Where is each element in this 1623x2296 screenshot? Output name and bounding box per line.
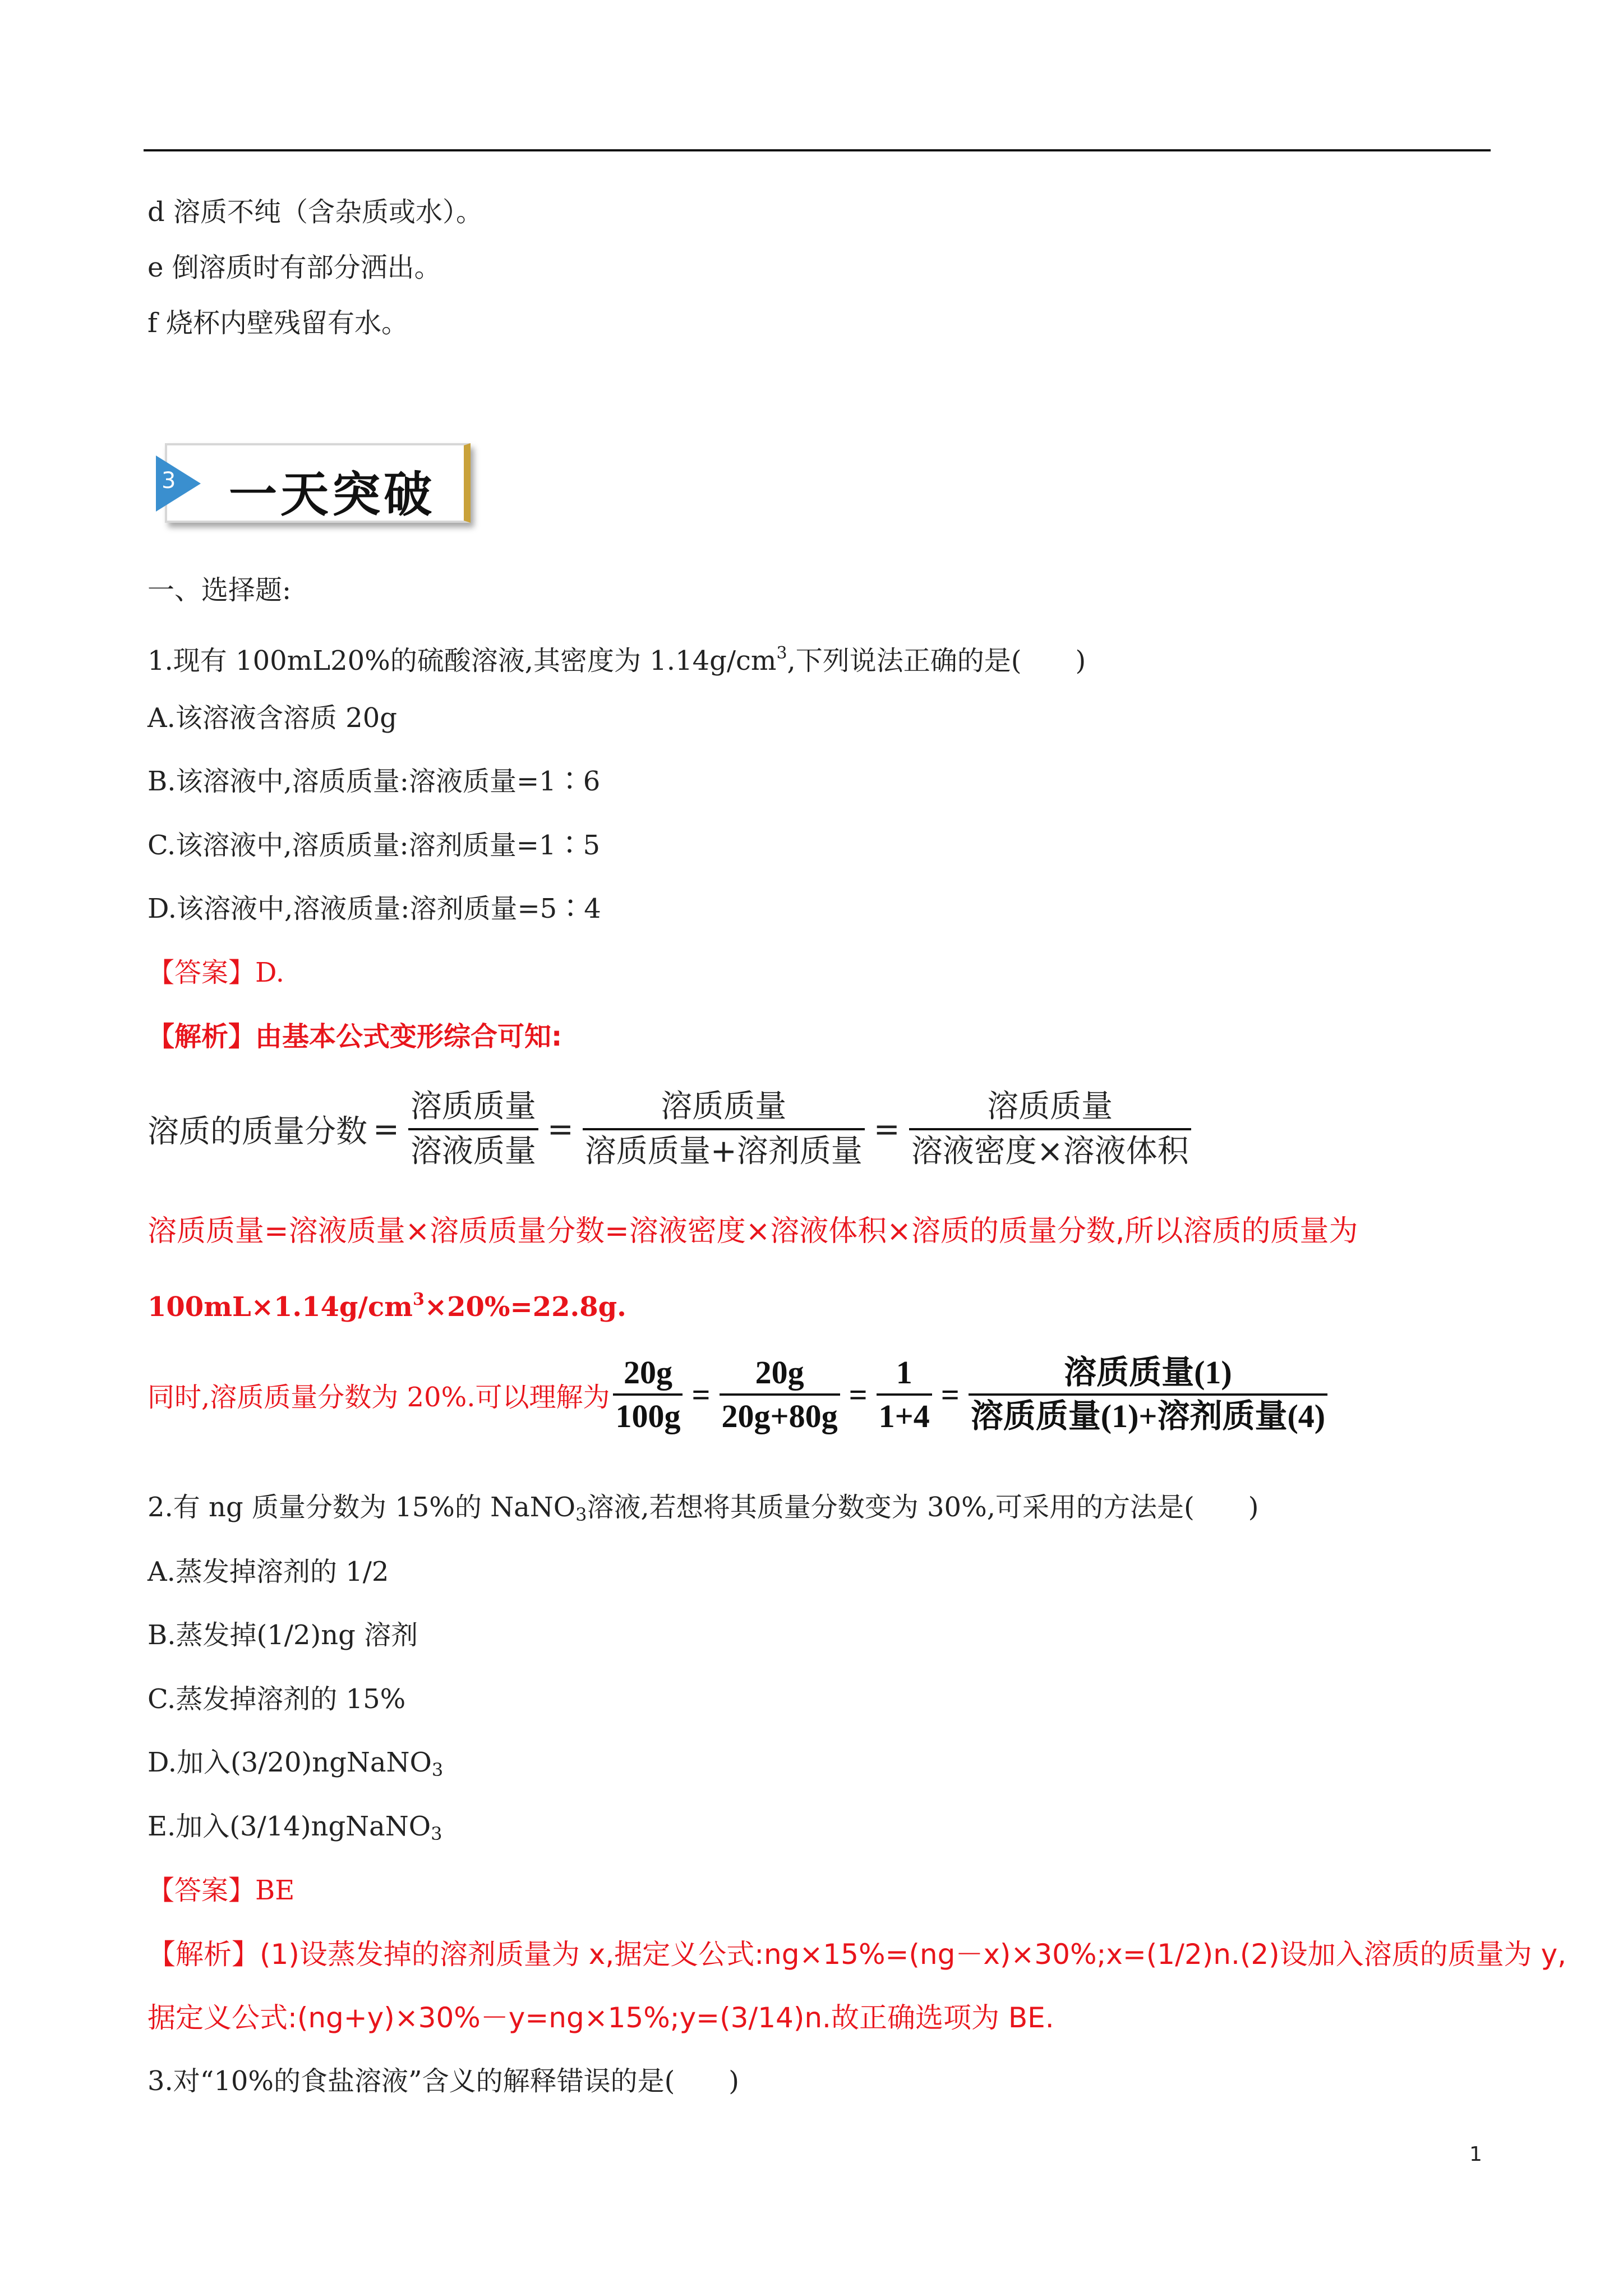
intro-item-e: e 倒溶质时有部分洒出。 [147, 252, 441, 283]
intro-item-f: f 烧杯内壁残留有水。 [147, 307, 409, 339]
formula-equals: = [373, 1111, 399, 1148]
q1-formula [147, 1085, 1195, 1173]
section-banner [156, 443, 473, 526]
q2-answer: 【答案】BE [147, 1875, 295, 1906]
fraction-numerator: 溶质质量 [987, 1088, 1113, 1125]
fraction-denominator: 溶质质量(1)+溶剂质量(4) [970, 1398, 1326, 1434]
formula2-equals: = [849, 1376, 868, 1413]
banner-number: 3 [162, 468, 176, 494]
q2-option-d: D.加入(3/20)ngNaNO$_3$ [147, 1747, 444, 1780]
fraction-denominator: 溶液质量 [410, 1133, 536, 1170]
formula-fraction-1 [408, 1085, 538, 1173]
formula-fraction-3 [909, 1085, 1191, 1173]
formula2-fraction-2 [720, 1352, 840, 1437]
formula2-lead: 同时,溶质质量分数为 20%.可以理解为 [147, 1381, 610, 1413]
formula-equals: = [547, 1111, 574, 1148]
header-rule [144, 149, 1491, 151]
q2-option-c: C.蒸发掉溶剂的 15% [147, 1683, 406, 1715]
fraction-numerator: 20g [623, 1354, 672, 1391]
q2-option-a: A.蒸发掉溶剂的 1/2 [147, 1556, 389, 1588]
q1-option-c: C.该溶液中,溶质质量:溶剂质量=1∶5 [147, 830, 601, 861]
fraction-numerator: 溶质质量 [661, 1088, 787, 1125]
formula2-equals: = [940, 1376, 960, 1413]
q1-formula-2 [147, 1352, 1331, 1437]
q1-option-a: A.该溶液含溶质 20g [147, 702, 397, 734]
fraction-denominator: 溶液密度×溶液体积 [911, 1133, 1189, 1170]
formula2-fraction-3 [877, 1352, 932, 1437]
fraction-denominator: 1+4 [878, 1398, 930, 1434]
q1-answer: 【答案】D. [147, 957, 285, 988]
q2-analysis-line1: 【解析】(1)设蒸发掉的溶剂质量为 x,据定义公式:ng×15%=(ng－x)×30%;x=(1/2)n.(2)设加入溶质的质量为 y, [147, 1938, 1567, 1971]
q1-analysis-title: 【解析】由基本公式变形综合可知: [147, 1021, 562, 1052]
formula2-equals: = [691, 1376, 711, 1413]
q1-analysis-line2: $100mL\times 1.14g/cm^3\times 20\%=22.8g$. [147, 1290, 626, 1323]
fraction-denominator: 20g+80g [721, 1398, 838, 1434]
formula-fraction-2 [583, 1085, 865, 1173]
formula2-fraction-1 [613, 1352, 683, 1437]
q1-analysis-line1: 溶质质量=溶液质量×溶质质量分数=溶液密度×溶液体积×溶质的质量分数,所以溶质的质量为 [147, 1214, 1358, 1248]
intro-item-d: d 溶质不纯（含杂质或水）。 [147, 196, 483, 228]
formula2-fraction-4 [969, 1352, 1327, 1437]
fraction-numerator: 20g [755, 1354, 804, 1391]
q2-option-e: E.加入(3/14)ngNaNO$_3$ [147, 1811, 442, 1844]
q3-stem: 3.对“10%的食盐溶液”含义的解释错误的是( ) [147, 2065, 740, 2097]
q1-option-d: D.该溶液中,溶液质量:溶剂质量=5∶4 [147, 893, 601, 924]
fraction-numerator: 溶质质量(1) [1064, 1354, 1232, 1391]
fraction-numerator: 1 [896, 1354, 912, 1391]
fraction-numerator: 溶质质量 [410, 1088, 536, 1125]
q2-analysis-line2: 据定义公式:(ng+y)×30%－y=ng×15%;y=(3/14)n.故正确选项为 BE. [147, 2001, 1054, 2034]
fraction-denominator: 溶质质量+溶剂质量 [584, 1133, 863, 1170]
fraction-denominator: 100g [615, 1398, 681, 1434]
formula-lhs: 溶质的质量分数 [147, 1114, 367, 1150]
page-number: 1 [1469, 2143, 1482, 2166]
section-heading: 一、选择题: [147, 574, 292, 606]
q1-option-b: B.该溶液中,溶质质量:溶液质量=1∶6 [147, 766, 601, 797]
banner-title: 一天突破 [229, 467, 435, 523]
q2-stem: 2.有 ng 质量分数为 15%的 NaNO$_3$溶液,若想将其质量分数变为 30%,可采用的方法是( ) [147, 1492, 1259, 1525]
formula-equals: = [873, 1111, 900, 1148]
q2-option-b: B.蒸发掉(1/2)ng 溶剂 [147, 1619, 418, 1651]
q1-stem: 1.现有 100mL20%的硫酸溶液,其密度为 $1.14g/cm^3$,下列说法正确的是( ) [147, 643, 1086, 677]
